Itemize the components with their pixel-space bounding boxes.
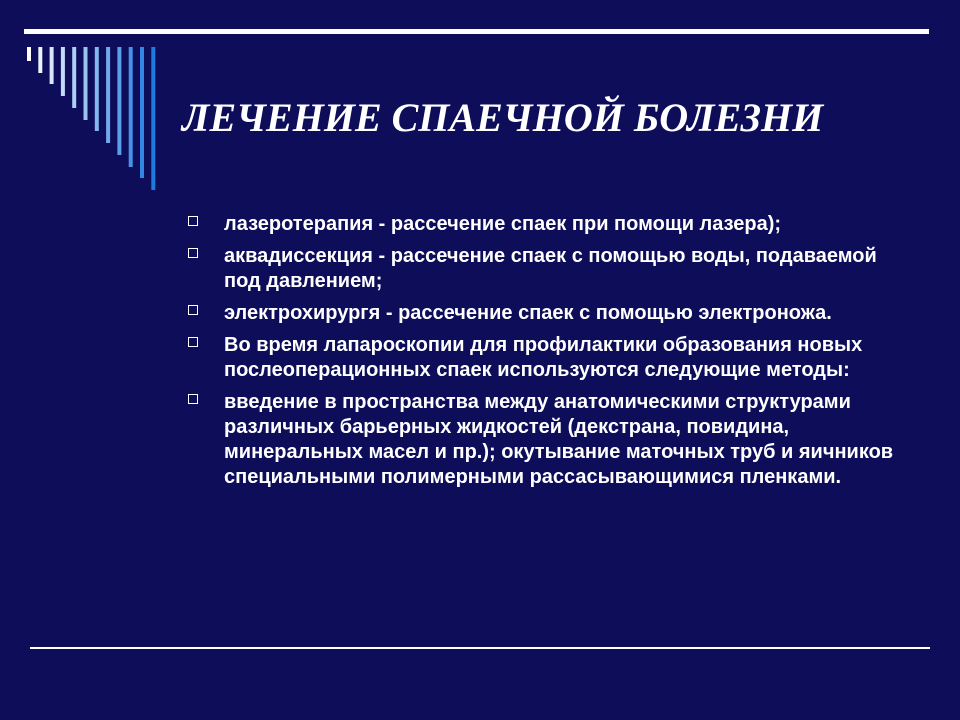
stripe: [61, 47, 65, 96]
stripe: [117, 47, 121, 155]
stripe: [151, 47, 155, 190]
list-item-text: лазеротерапия - рассечение спаек при помощи лазера);: [224, 213, 782, 235]
square-bullet-icon: [188, 305, 198, 315]
square-bullet-icon: [188, 337, 198, 347]
bottom-rule: [30, 647, 930, 649]
stripe: [129, 47, 133, 167]
square-bullet-icon: [188, 216, 198, 226]
stripe: [27, 47, 31, 61]
vertical-stripes-icon: [0, 0, 170, 200]
stripe: [72, 47, 76, 108]
slide-title: ЛЕЧЕНИЕ СПАЕЧНОЙ БОЛЕЗНИ: [182, 95, 824, 140]
stripe: [38, 47, 42, 73]
stripe: [106, 47, 110, 143]
stripe: [140, 47, 144, 178]
list-item: [188, 301, 908, 326]
stripe: [84, 47, 88, 120]
list-item-text: Во время лапароскопии для профилактики образования новых послеоперационных спаек используются следующие методы:: [224, 334, 863, 381]
list-item-text: введение в пространства между анатомическими структурами различных барьерных жидкостей (декстрана, повидина, минеральных масел и пр.); окутывание маточных труб и яичников специальными полимерными рассасывающимися пленками.: [224, 391, 894, 488]
list-item: [188, 333, 908, 383]
stripe: [95, 47, 99, 131]
stripe: [50, 47, 54, 84]
square-bullet-icon: [188, 248, 198, 258]
list-item-text: электрохирургя - рассечение спаек с помощью электроножа.: [224, 302, 832, 324]
list-item: [188, 244, 908, 294]
list-item: [188, 212, 908, 237]
list-item: [188, 390, 908, 490]
list-item-text: аквадиссекция - рассечение спаек с помощью воды, подаваемой под давлением;: [224, 245, 877, 292]
bullet-list: [188, 212, 908, 497]
square-bullet-icon: [188, 394, 198, 404]
